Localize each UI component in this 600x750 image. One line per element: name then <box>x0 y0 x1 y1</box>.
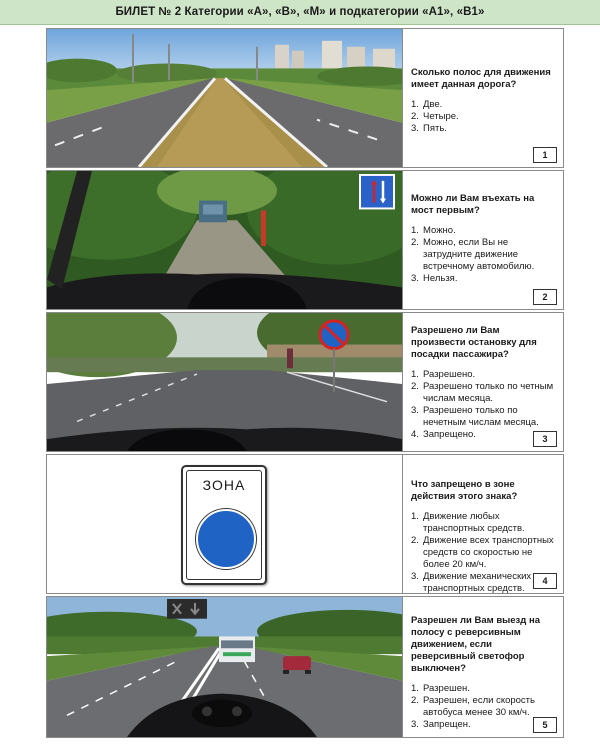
question-3-text: Разрешено ли Вам произвести остановку для посадки пассажира? <box>411 325 537 360</box>
answer-option[interactable]: 2. Движение всех транспортных средств со скоростью не более 20 км/ч. <box>411 535 554 570</box>
answer-option[interactable]: 3. Нельзя. <box>411 273 458 284</box>
question-4-text: Что запрещено в зоне действия этого знака? <box>411 479 518 502</box>
question-card-1 <box>46 28 564 168</box>
answer-option[interactable]: 4. Запрещено. <box>411 429 476 440</box>
ticket-title: БИЛЕТ № 2 Категории «А», «В», «М» и подкатегории «А1», «В1» <box>115 6 485 18</box>
answer-option[interactable]: 3. Пять. <box>411 123 447 134</box>
answer-option[interactable]: 3. Запрещен. <box>411 719 471 730</box>
question-card-4 <box>46 454 564 594</box>
question-number-badge: 2 <box>533 289 557 305</box>
answer-option[interactable]: 2. Разрешено только по четным числам месяца. <box>411 381 554 404</box>
question-card-3 <box>46 312 564 452</box>
question-1-text: Сколько полос для движения имеет данная дорога? <box>411 67 551 90</box>
question-1-answers <box>411 99 555 135</box>
ticket-header <box>0 0 600 25</box>
pedestrian-icon <box>196 509 256 569</box>
question-2-photo <box>47 171 403 309</box>
question-3 <box>411 325 555 441</box>
question-number-badge: 4 <box>533 573 557 589</box>
answer-option[interactable]: 1. Движение любых транспортных средств. <box>411 511 525 534</box>
answer-option[interactable]: 3. Разрешено только по нечетным числам месяца. <box>411 405 539 428</box>
question-number-badge: 5 <box>533 717 557 733</box>
answer-option[interactable]: 1. Разрешен. <box>411 683 470 694</box>
question-3-photo <box>47 313 403 451</box>
question-number-badge: 3 <box>533 431 557 447</box>
answer-option[interactable]: 1. Две. <box>411 99 443 110</box>
answer-option[interactable]: 1. Разрешено. <box>411 369 476 380</box>
question-1 <box>411 67 555 135</box>
answer-option[interactable]: 3. Движение механических транспортных средств. <box>411 571 532 594</box>
question-2-answers <box>411 225 555 285</box>
question-number-badge: 1 <box>533 147 557 163</box>
question-card-5 <box>46 596 564 738</box>
question-4-sign-panel <box>47 455 403 593</box>
answer-option[interactable]: 1. Можно. <box>411 225 456 236</box>
answer-option[interactable]: 2. Разрешен, если скорость автобуса менее 30 км/ч. <box>411 695 535 718</box>
answer-option[interactable]: 2. Четыре. <box>411 111 459 122</box>
question-5 <box>411 615 555 731</box>
sign-caption: ЗОНА <box>202 477 246 493</box>
question-5-text: Разрешен ли Вам выезд на полосу с реверсивным движением, если реверсивный светофор выключен? <box>411 615 540 674</box>
question-5-photo <box>47 597 403 737</box>
question-card-2 <box>46 170 564 310</box>
question-2 <box>411 193 555 285</box>
answer-option[interactable]: 2. Можно, если Вы не затрудните движение встречному автомобилю. <box>411 237 535 272</box>
question-1-photo <box>47 29 403 167</box>
pedestrian-zone-sign <box>181 465 267 585</box>
question-2-text: Можно ли Вам въехать на мост первым? <box>411 193 535 216</box>
